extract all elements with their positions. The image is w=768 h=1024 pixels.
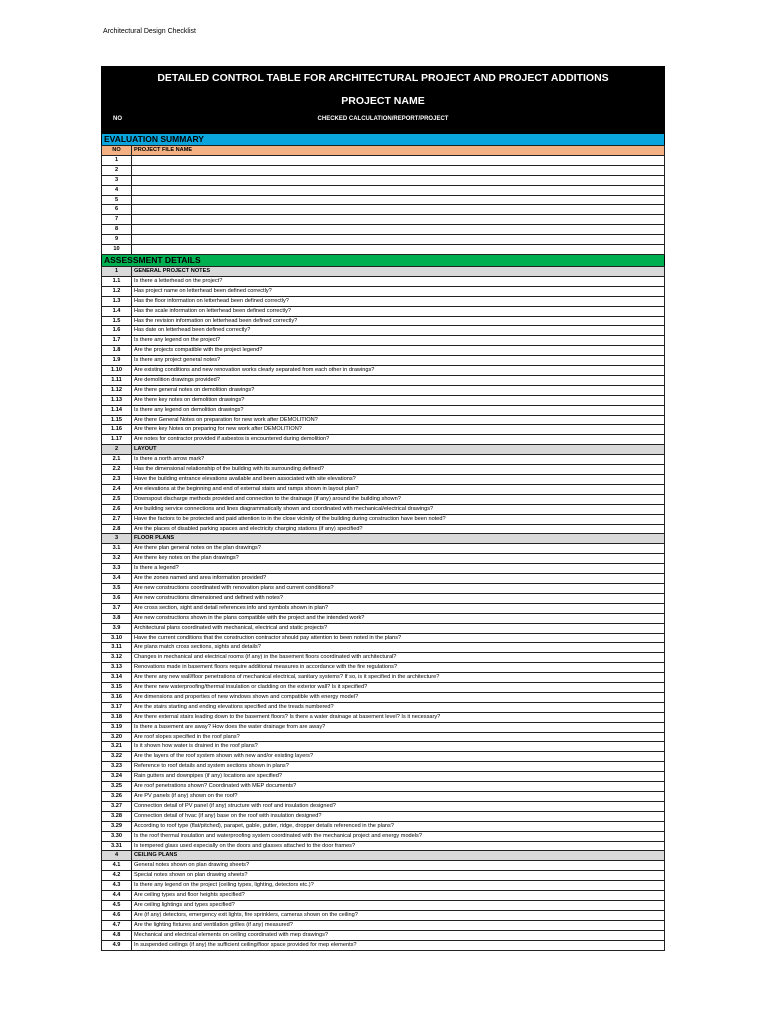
row-number: 1.14 [102, 405, 132, 415]
evaluation-row [102, 245, 665, 255]
checklist-question: Is there a letterhead on the project? [132, 276, 665, 286]
checklist-row [102, 465, 665, 475]
section-row [102, 445, 665, 455]
checklist-row [102, 593, 665, 603]
row-number: 3.2 [102, 554, 132, 564]
row-number: 4.2 [102, 871, 132, 881]
checklist-row [102, 583, 665, 593]
checklist-row [102, 811, 665, 821]
checklist-question: Connection detail of PV panel (if any) structure with roof and insulation designed? [132, 801, 665, 811]
row-number: 3.10 [102, 633, 132, 643]
checklist-question: Are demolition drawings provided? [132, 375, 665, 385]
checklist-question: Is the roof thermal insulation and waterproofing system coordinated with the mechanical project and energy models? [132, 831, 665, 841]
row-number: 3 [102, 534, 132, 544]
checklist-question: Is there a legend? [132, 564, 665, 574]
checklist-row [102, 326, 665, 336]
checklist-question: Has project name on letterhead been defined correctly? [132, 286, 665, 296]
checklist-row [102, 792, 665, 802]
checklist-question: Are the places of disabled parking spaces and electricity charging stations (if any) specified? [132, 524, 665, 534]
checklist-question: Reference to roof details and system sections shown in plans? [132, 762, 665, 772]
row-number: 3.13 [102, 663, 132, 673]
row-number: 4.1 [102, 861, 132, 871]
checklist-row [102, 692, 665, 702]
sheet-title: DETAILED CONTROL TABLE FOR ARCHITECTURAL PROJECT AND PROJECT ADDITIONS [157, 72, 609, 84]
checklist-question: Are ceiling types and floor heights specified? [132, 891, 665, 901]
section-row [102, 851, 665, 861]
control-sheet [101, 66, 665, 951]
evaluation-row-file-name[interactable] [132, 215, 665, 225]
checklist-row [102, 564, 665, 574]
checklist-question: Are cross section, sight and detail references info and symbols shown in plan? [132, 603, 665, 613]
evaluation-row [102, 165, 665, 175]
checklist-row [102, 494, 665, 504]
row-number: 1.16 [102, 425, 132, 435]
document-title: Architectural Design Checklist [103, 28, 196, 35]
row-number: 4.5 [102, 900, 132, 910]
checklist-row [102, 316, 665, 326]
checklist-question: Are new constructions coordinated with renovation plans and current conditions? [132, 583, 665, 593]
evaluation-row-no: 10 [102, 245, 132, 255]
checklist-question: Are roof penetrations shown? Coordinated with MEP documents? [132, 782, 665, 792]
checklist-row [102, 296, 665, 306]
row-number: 3.6 [102, 593, 132, 603]
checklist-question: Has the floor information on letterhead been defined correctly? [132, 296, 665, 306]
row-number: 3.11 [102, 643, 132, 653]
checklist-row [102, 930, 665, 940]
header-checked-label: CHECKED CALCULATION/REPORT/PROJECT [317, 116, 449, 122]
row-number: 1.8 [102, 346, 132, 356]
checklist-question: Special notes shown on plan drawing sheets? [132, 871, 665, 881]
row-number: 3.23 [102, 762, 132, 772]
checklist-question: Are the lighting fixtures and ventilation grilles (if any) measured? [132, 920, 665, 930]
evaluation-row-no: 8 [102, 225, 132, 235]
checklist-question: Are there new waterproofing/thermal insulation or cladding on the exterior wall? Is it specified? [132, 683, 665, 693]
row-number: 1.11 [102, 375, 132, 385]
row-number: 3.28 [102, 811, 132, 821]
evaluation-row [102, 205, 665, 215]
checklist-row [102, 643, 665, 653]
section-title: FLOOR PLANS [132, 534, 665, 544]
row-number: 3.22 [102, 752, 132, 762]
checklist-question: Are there external stairs leading down to the basement floors? Is there a water drainage at basement level? Is it necessary? [132, 712, 665, 722]
checklist-question: Are building service connections and lines diagrammatically shown and coordinated with mechanical/electrical drawings? [132, 504, 665, 514]
checklist-question: Are there general notes on demolition drawings? [132, 385, 665, 395]
evaluation-row-no: 6 [102, 205, 132, 215]
evaluation-row-no: 3 [102, 175, 132, 185]
evaluation-row-file-name[interactable] [132, 245, 665, 255]
evaluation-row-no: 4 [102, 185, 132, 195]
checklist-row [102, 782, 665, 792]
evaluation-row-file-name[interactable] [132, 155, 665, 165]
checklist-row [102, 841, 665, 851]
checklist-question: Are there General Notes on preparation for new work after DEMOLITION? [132, 415, 665, 425]
checklist-row [102, 504, 665, 514]
checklist-question: Are elevations at the beginning and end of external stairs and ramps shown in layout plan? [132, 484, 665, 494]
row-number: 3.4 [102, 574, 132, 584]
row-number: 1.4 [102, 306, 132, 316]
checklist-question: Architectural plans coordinated with mechanical, electrical and static projects? [132, 623, 665, 633]
checklist-question: Are there key notes on the plan drawings? [132, 554, 665, 564]
evaluation-row-file-name[interactable] [132, 195, 665, 205]
checklist-row [102, 702, 665, 712]
evaluation-row-file-name[interactable] [132, 185, 665, 195]
checklist-question: Is there any legend on the project (ceiling types, lighting, detectors etc.)? [132, 881, 665, 891]
checklist-question: According to roof type (flat/pitched), parapet, gable, gutter, ridge, dropper details referenced in the plans? [132, 821, 665, 831]
checklist-question: Has the scale information on letterhead been defined correctly? [132, 306, 665, 316]
checklist-row [102, 425, 665, 435]
row-number: 1.17 [102, 435, 132, 445]
evaluation-row [102, 185, 665, 195]
checklist-row [102, 900, 665, 910]
assessment-details-heading: ASSESSMENT DETAILS [101, 255, 665, 266]
checklist-question: Are there any new wall/floor penetrations of mechanical electrical, sanitary systems? If so, is it specified in the architecture? [132, 673, 665, 683]
checklist-row [102, 405, 665, 415]
checklist-question: Is there any legend on the project? [132, 336, 665, 346]
row-number: 1.6 [102, 326, 132, 336]
checklist-row [102, 623, 665, 633]
checklist-question: Renovations made in basement floors require additional measures in accordance with the fire regulations? [132, 663, 665, 673]
checklist-row [102, 712, 665, 722]
checklist-row [102, 375, 665, 385]
checklist-row [102, 653, 665, 663]
row-number: 3.5 [102, 583, 132, 593]
row-number: 1.2 [102, 286, 132, 296]
checklist-question: Are new constructions dimensioned and defined with notes? [132, 593, 665, 603]
checklist-question: In suspended ceilings (if any) the sufficient ceiling/floor space provided for mep elements? [132, 940, 665, 950]
checklist-row [102, 673, 665, 683]
section-title: CEILING PLANS [132, 851, 665, 861]
checklist-question: Are there plan general notes on the plan drawings? [132, 544, 665, 554]
evaluation-header-row [102, 146, 665, 156]
evaluation-row [102, 155, 665, 165]
checklist-row [102, 475, 665, 485]
row-number: 3.30 [102, 831, 132, 841]
row-number: 4.6 [102, 910, 132, 920]
checklist-question: Is there a basement are away? How does the water drainage from are away? [132, 722, 665, 732]
checklist-row [102, 455, 665, 465]
row-number: 3.7 [102, 603, 132, 613]
checklist-row [102, 663, 665, 673]
checklist-question: Are there key Notes on preparing for new work after DEMOLITION? [132, 425, 665, 435]
row-number: 3.8 [102, 613, 132, 623]
checklist-question: Mechanical and electrical elements on ceiling coordinated with mep drawings? [132, 930, 665, 940]
checklist-row [102, 435, 665, 445]
checklist-row [102, 484, 665, 494]
assessment-table [101, 266, 665, 951]
section-row [102, 266, 665, 276]
row-number: 4.4 [102, 891, 132, 901]
section-title: GENERAL PROJECT NOTES [132, 266, 665, 276]
sheet-header [101, 66, 665, 134]
checklist-row [102, 395, 665, 405]
row-number: 2.6 [102, 504, 132, 514]
row-number: 2 [102, 445, 132, 455]
row-number: 2.4 [102, 484, 132, 494]
checklist-row [102, 385, 665, 395]
checklist-question: Are existing conditions and new renovation works clearly separated from each other in drawings? [132, 366, 665, 376]
row-number: 3.26 [102, 792, 132, 802]
checklist-question: Downspout discharge methods provided and connection to the drainage (if any) around the building shown? [132, 494, 665, 504]
row-number: 3.14 [102, 673, 132, 683]
evaluation-row [102, 225, 665, 235]
row-number: 1.12 [102, 385, 132, 395]
row-number: 1.3 [102, 296, 132, 306]
row-number: 3.31 [102, 841, 132, 851]
evaluation-table [101, 145, 665, 255]
checklist-row [102, 336, 665, 346]
checklist-question: Are ceiling lightings and types specified? [132, 900, 665, 910]
checklist-question: Are roof slopes specified in the roof plans? [132, 732, 665, 742]
project-name: PROJECT NAME [341, 95, 425, 107]
checklist-row [102, 613, 665, 623]
checklist-row [102, 861, 665, 871]
evaluation-row-file-name[interactable] [132, 165, 665, 175]
checklist-question: Are PV panels (if any) shown on the roof? [132, 792, 665, 802]
row-number: 3.27 [102, 801, 132, 811]
checklist-row [102, 306, 665, 316]
evaluation-row [102, 175, 665, 185]
checklist-row [102, 772, 665, 782]
checklist-row [102, 524, 665, 534]
row-number: 3.3 [102, 564, 132, 574]
evaluation-row-no: 2 [102, 165, 132, 175]
evaluation-row [102, 195, 665, 205]
section-title: LAYOUT [132, 445, 665, 455]
checklist-row [102, 742, 665, 752]
row-number: 2.2 [102, 465, 132, 475]
row-number: 3.12 [102, 653, 132, 663]
checklist-question: Are new constructions shown in the plans compatible with the project and the intended work? [132, 613, 665, 623]
checklist-row [102, 752, 665, 762]
evaluation-row-file-name[interactable] [132, 225, 665, 235]
checklist-row [102, 831, 665, 841]
row-number: 1.7 [102, 336, 132, 346]
checklist-row [102, 366, 665, 376]
row-number: 3.24 [102, 772, 132, 782]
evaluation-row-no: 1 [102, 155, 132, 165]
row-number: 3.17 [102, 702, 132, 712]
row-number: 1.9 [102, 356, 132, 366]
checklist-row [102, 871, 665, 881]
checklist-question: Is it shown how water is drained in the roof plans? [132, 742, 665, 752]
checklist-row [102, 346, 665, 356]
row-number: 3.20 [102, 732, 132, 742]
row-number: 1.15 [102, 415, 132, 425]
checklist-row [102, 276, 665, 286]
row-number: 3.19 [102, 722, 132, 732]
checklist-question: Changes in mechanical and electrical rooms (if any) in the basement floors coordinated with architectural? [132, 653, 665, 663]
row-number: 2.8 [102, 524, 132, 534]
checklist-row [102, 603, 665, 613]
checklist-row [102, 920, 665, 930]
row-number: 1.1 [102, 276, 132, 286]
row-number: 3.16 [102, 692, 132, 702]
row-number: 2.1 [102, 455, 132, 465]
row-number: 1 [102, 266, 132, 276]
evaluation-col-no: NO [102, 146, 132, 156]
checklist-question: Is tempered glass used especially on the doors and glasses attached to the door frames? [132, 841, 665, 851]
checklist-question: Are there key notes on demolition drawings? [132, 395, 665, 405]
evaluation-row-file-name[interactable] [132, 175, 665, 185]
checklist-row [102, 415, 665, 425]
evaluation-row-no: 9 [102, 235, 132, 245]
row-number: 4.8 [102, 930, 132, 940]
checklist-question: Are the projects compatible with the project legend? [132, 346, 665, 356]
checklist-row [102, 574, 665, 584]
checklist-question: Are dimensions and properties of new windows shown and compatible with energy model? [132, 692, 665, 702]
row-number: 4.7 [102, 920, 132, 930]
row-number: 4 [102, 851, 132, 861]
checklist-question: Are (if any) detectors, emergency exit lights, fire sprinklers, cameras shown on the ceiling? [132, 910, 665, 920]
row-number: 3.18 [102, 712, 132, 722]
checklist-row [102, 891, 665, 901]
checklist-question: Connection detail of hvac (if any) base on the roof with insulation designed? [132, 811, 665, 821]
checklist-question: Are plans match cross sections, sights and details? [132, 643, 665, 653]
evaluation-row-no: 7 [102, 215, 132, 225]
checklist-row [102, 762, 665, 772]
checklist-question: Have the building entrance elevations available and been associated with site elevations? [132, 475, 665, 485]
checklist-question: Is there a north arrow mark? [132, 455, 665, 465]
checklist-row [102, 356, 665, 366]
checklist-question: Are the zones named and area information provided? [132, 574, 665, 584]
evaluation-row-file-name[interactable] [132, 235, 665, 245]
checklist-row [102, 910, 665, 920]
checklist-question: Has the dimensional relationship of the building with its surrounding defined? [132, 465, 665, 475]
evaluation-row [102, 215, 665, 225]
row-number: 4.9 [102, 940, 132, 950]
checklist-question: Is there any project general notes? [132, 356, 665, 366]
section-row [102, 534, 665, 544]
checklist-row [102, 881, 665, 891]
checklist-row [102, 722, 665, 732]
row-number: 3.15 [102, 683, 132, 693]
checklist-question: Are notes for contractor provided if asbestos is encountered during demolition? [132, 435, 665, 445]
row-number: 2.5 [102, 494, 132, 504]
row-number: 3.9 [102, 623, 132, 633]
checklist-row [102, 821, 665, 831]
evaluation-row-no: 5 [102, 195, 132, 205]
checklist-row [102, 554, 665, 564]
row-number: 1.5 [102, 316, 132, 326]
checklist-question: Has the revision information on letterhead been defined correctly? [132, 316, 665, 326]
checklist-question: General notes shown on plan drawing sheets? [132, 861, 665, 871]
row-number: 3.1 [102, 544, 132, 554]
checklist-row [102, 801, 665, 811]
header-no-label: NO [113, 116, 122, 122]
evaluation-row [102, 235, 665, 245]
row-number: 2.3 [102, 475, 132, 485]
evaluation-summary-heading: EVALUATION SUMMARY [101, 134, 665, 145]
checklist-row [102, 732, 665, 742]
checklist-row [102, 286, 665, 296]
checklist-question: Has date on letterhead been defined correctly? [132, 326, 665, 336]
checklist-row [102, 683, 665, 693]
row-number: 4.3 [102, 881, 132, 891]
checklist-question: Have the current conditions that the construction contractor should pay attention to been noted in the plans? [132, 633, 665, 643]
row-number: 2.7 [102, 514, 132, 524]
checklist-row [102, 940, 665, 950]
row-number: 1.10 [102, 366, 132, 376]
checklist-row [102, 514, 665, 524]
row-number: 1.13 [102, 395, 132, 405]
checklist-question: Is there any legend on demolition drawings? [132, 405, 665, 415]
checklist-question: Are the stairs starting and ending elevations specified and the treads numbered? [132, 702, 665, 712]
row-number: 3.29 [102, 821, 132, 831]
row-number: 3.25 [102, 782, 132, 792]
checklist-question: Have the factors to be protected and paid attention to in the close vicinity of the building during construction have been noted? [132, 514, 665, 524]
evaluation-col-name: PROJECT FILE NAME [132, 146, 665, 156]
row-number: 3.21 [102, 742, 132, 752]
checklist-question: Rain gutters and downpipes (if any) locations are specified? [132, 772, 665, 782]
evaluation-row-file-name[interactable] [132, 205, 665, 215]
checklist-row [102, 544, 665, 554]
checklist-row [102, 633, 665, 643]
checklist-question: Are the layers of the roof system shown with new and/or existing layers? [132, 752, 665, 762]
